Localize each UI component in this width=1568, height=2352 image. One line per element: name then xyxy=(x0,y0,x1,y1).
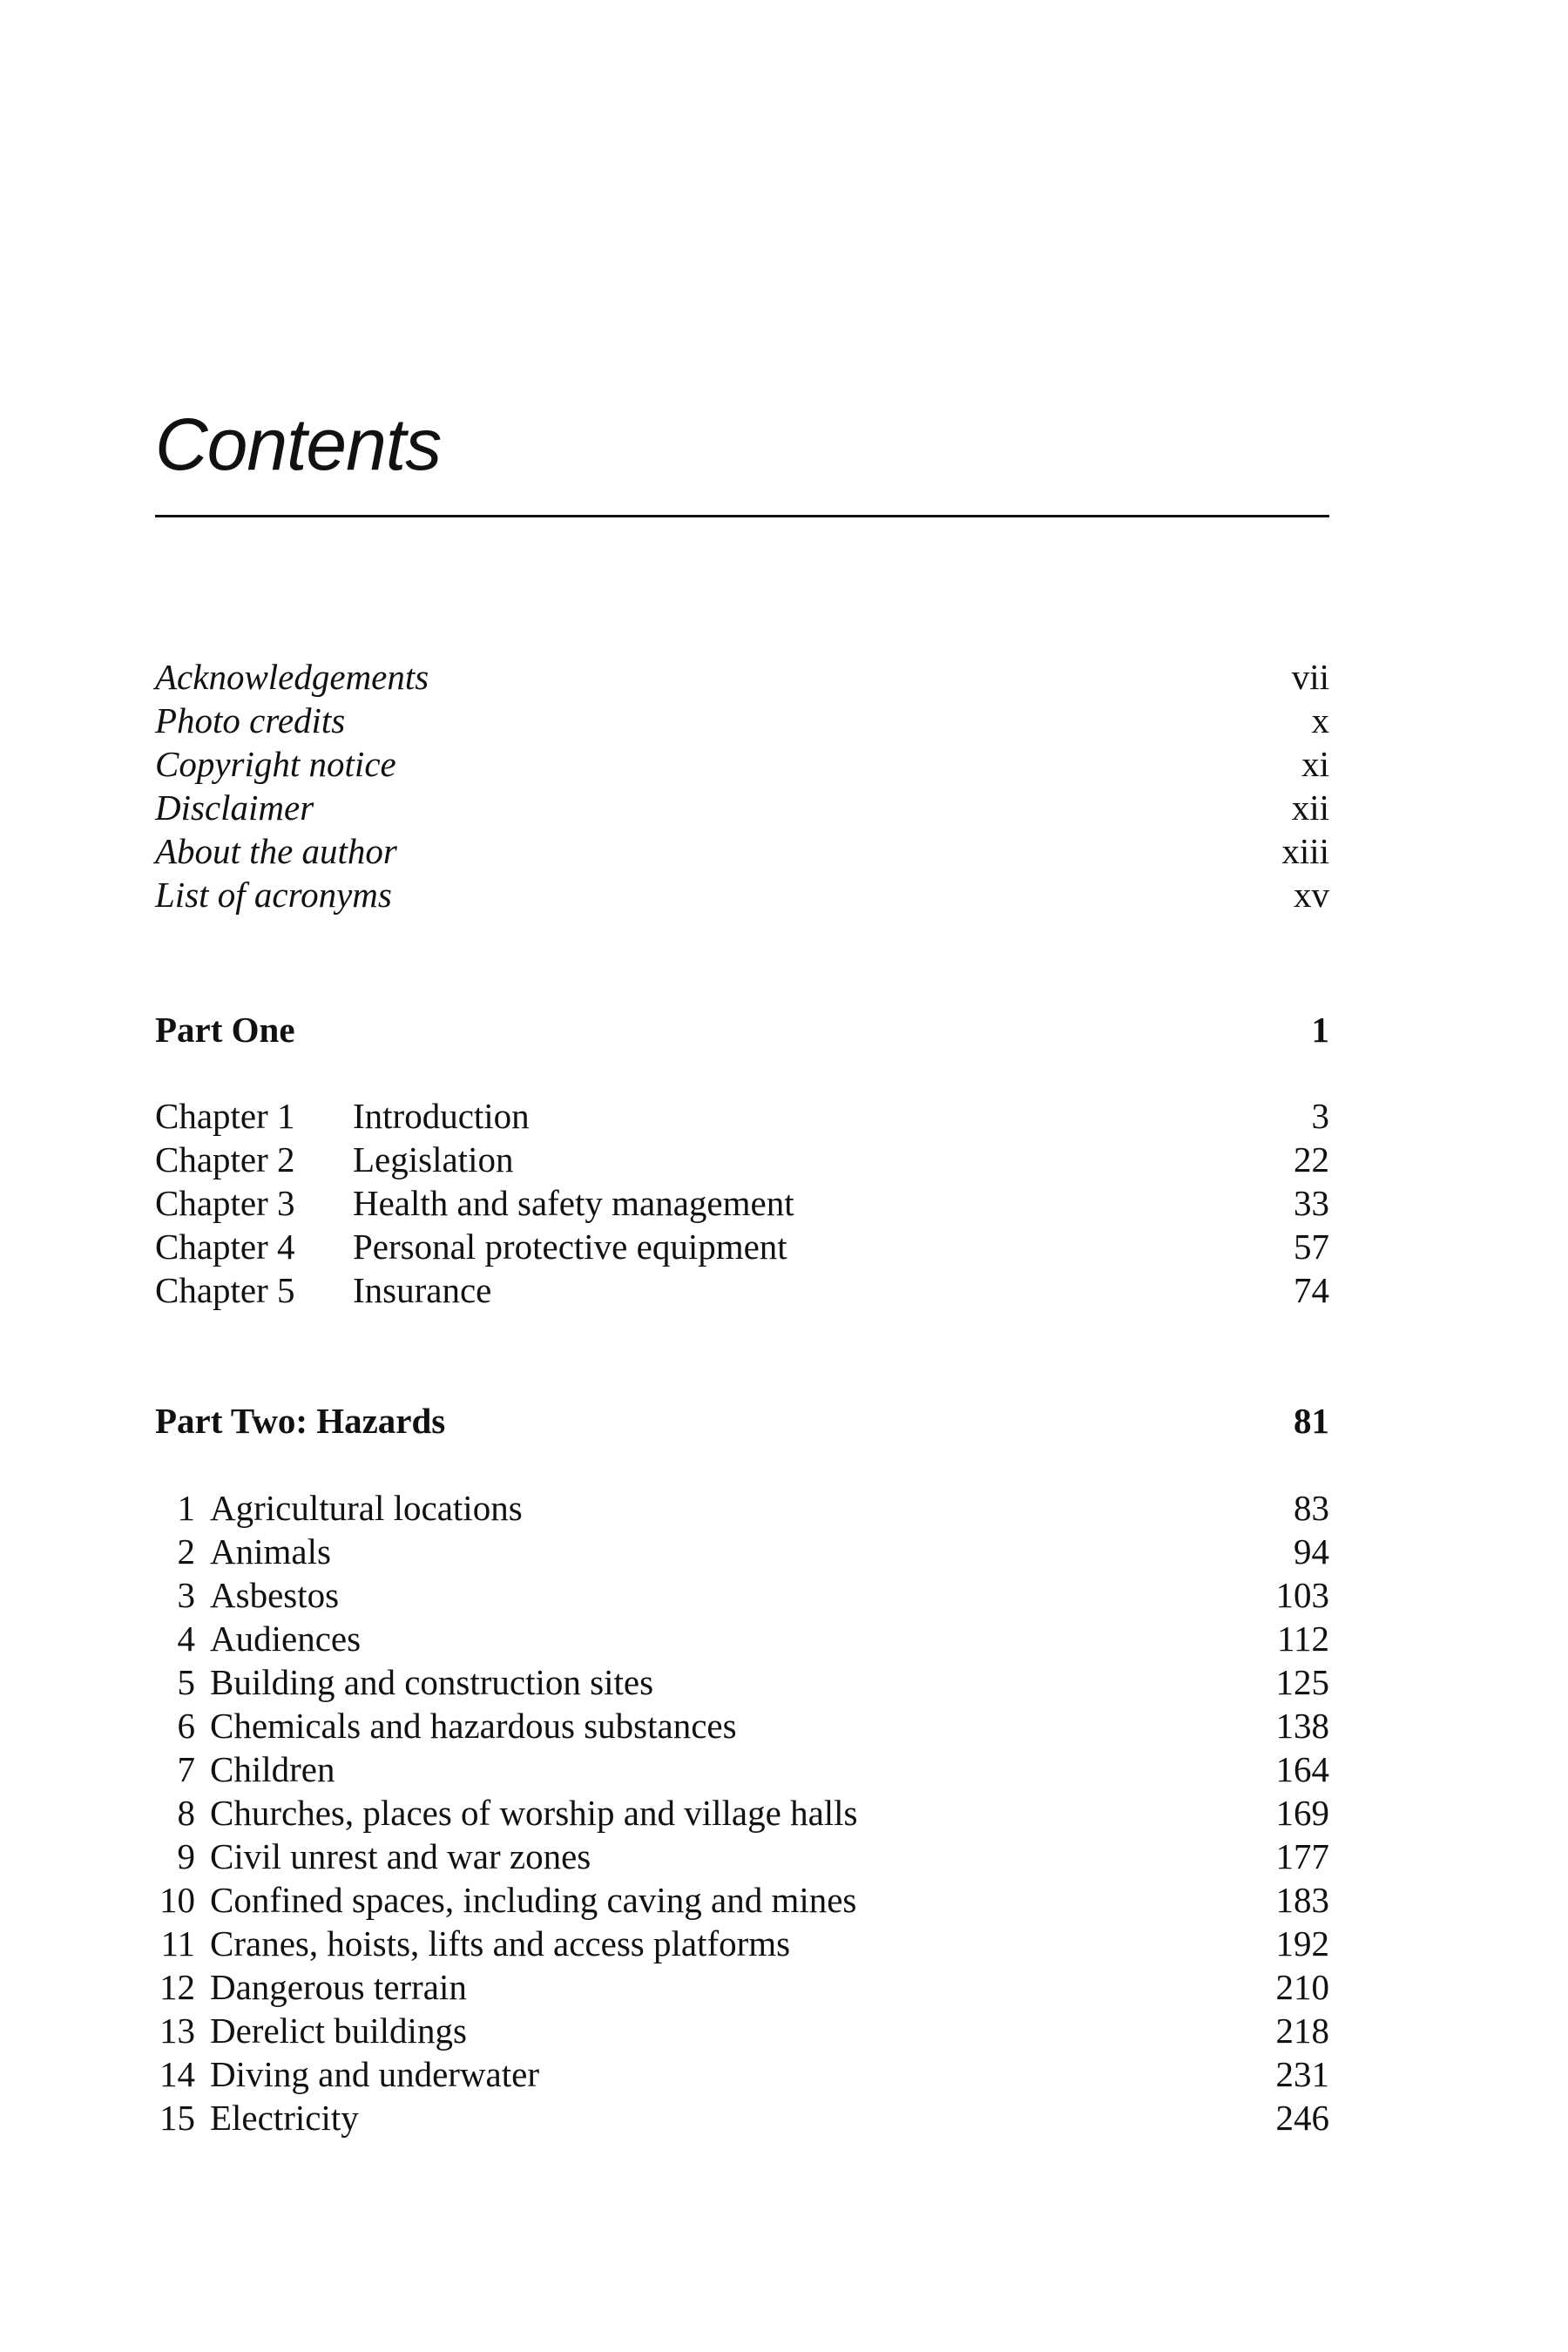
hazard-number: 3 xyxy=(177,1575,195,1615)
toc-entry-about-the-author xyxy=(155,829,1329,873)
hazard-page: 218 xyxy=(1275,2011,1329,2051)
chapter-page: 3 xyxy=(1311,1096,1329,1136)
hazard-number: 6 xyxy=(177,1706,195,1746)
hazard-entry xyxy=(155,1835,1329,1878)
hazard-title: Confined spaces, including caving and mines xyxy=(210,1880,857,1920)
hazard-number: 15 xyxy=(159,2098,195,2138)
entry-title: Photo credits xyxy=(155,700,346,740)
hazard-entry xyxy=(155,1486,1329,1530)
hazard-page: 231 xyxy=(1275,2054,1329,2094)
hazard-page: 210 xyxy=(1275,1967,1329,2007)
hazard-title: Electricity xyxy=(210,2098,359,2138)
hazard-page: 103 xyxy=(1275,1575,1329,1615)
entry-page: xii xyxy=(1291,787,1329,828)
toc-entry-disclaimer xyxy=(155,786,1329,829)
hazard-number: 2 xyxy=(177,1531,195,1571)
hazard-number: 12 xyxy=(159,1967,195,2007)
hazard-entry xyxy=(155,1922,1329,1965)
hazard-entry xyxy=(155,1878,1329,1922)
toc-entry-acknowledgements xyxy=(155,655,1329,699)
hazard-entry xyxy=(155,1965,1329,2009)
hazard-number: 11 xyxy=(160,1923,195,1963)
chapter-label: Chapter 4 xyxy=(155,1227,295,1267)
chapter-page: 22 xyxy=(1294,1139,1329,1179)
hazard-page: 125 xyxy=(1275,1662,1329,1702)
hazard-entry xyxy=(155,2052,1329,2096)
chapter-label: Chapter 5 xyxy=(155,1270,295,1310)
hazard-page: 164 xyxy=(1275,1749,1329,1789)
hazard-entry xyxy=(155,1791,1329,1835)
page-title: Contents xyxy=(155,403,442,485)
hazard-page: 138 xyxy=(1275,1706,1329,1746)
chapter-entry xyxy=(155,1094,1329,1138)
hazard-entry xyxy=(155,1704,1329,1747)
toc-entry-list-of-acronyms xyxy=(155,873,1329,916)
entry-page: xv xyxy=(1294,875,1329,915)
hazard-title: Chemicals and hazardous substances xyxy=(210,1706,737,1746)
hazard-number: 14 xyxy=(159,2054,195,2094)
entry-title: Copyright notice xyxy=(155,744,396,784)
part-one-heading xyxy=(155,1008,1329,1051)
hazard-page: 112 xyxy=(1277,1619,1329,1659)
toc-entry-photo-credits xyxy=(155,699,1329,742)
hazard-entry xyxy=(155,1617,1329,1660)
chapter-entry xyxy=(155,1268,1329,1312)
hazard-title: Asbestos xyxy=(210,1575,340,1615)
hazard-entry xyxy=(155,1530,1329,1573)
entry-title: Disclaimer xyxy=(155,787,314,828)
part-page: 81 xyxy=(1294,1401,1329,1441)
hazard-title: Derelict buildings xyxy=(210,2011,467,2051)
hazard-number: 13 xyxy=(159,2011,195,2051)
entry-page: x xyxy=(1311,700,1329,740)
chapter-entry xyxy=(155,1138,1329,1181)
hazard-number: 5 xyxy=(177,1662,195,1702)
hazard-title: Cranes, hoists, lifts and access platforms xyxy=(210,1923,791,1963)
entry-title: About the author xyxy=(155,831,397,871)
chapter-entry xyxy=(155,1181,1329,1225)
hazard-title: Dangerous terrain xyxy=(210,1967,467,2007)
hazard-page: 83 xyxy=(1294,1488,1329,1528)
hazard-number: 7 xyxy=(177,1749,195,1789)
entry-page: vii xyxy=(1291,657,1329,697)
chapter-label: Chapter 2 xyxy=(155,1139,295,1179)
hazard-page: 246 xyxy=(1275,2098,1329,2138)
hazard-page: 94 xyxy=(1294,1531,1329,1571)
chapter-title: Legislation xyxy=(353,1139,514,1179)
hazard-title: Agricultural locations xyxy=(210,1488,523,1528)
hazard-title: Animals xyxy=(210,1531,331,1571)
hazard-title: Civil unrest and war zones xyxy=(210,1836,591,1876)
hazard-entry xyxy=(155,1660,1329,1704)
entry-title: Acknowledgements xyxy=(155,657,429,697)
hazard-number: 8 xyxy=(177,1793,195,1833)
hazard-page: 177 xyxy=(1275,1836,1329,1876)
hazard-page: 169 xyxy=(1275,1793,1329,1833)
chapter-title: Health and safety management xyxy=(353,1183,794,1223)
hazard-number: 4 xyxy=(177,1619,195,1659)
hazard-title: Children xyxy=(210,1749,335,1789)
hazard-page: 183 xyxy=(1275,1880,1329,1920)
chapter-label: Chapter 3 xyxy=(155,1183,295,1223)
chapter-page: 74 xyxy=(1294,1270,1329,1310)
part-title: Part One xyxy=(155,1010,295,1050)
entry-page: xi xyxy=(1301,744,1329,784)
part-title: Part Two: Hazards xyxy=(155,1401,446,1441)
hazard-title: Building and construction sites xyxy=(210,1662,654,1702)
chapter-page: 33 xyxy=(1294,1183,1329,1223)
hazard-entry xyxy=(155,1573,1329,1617)
hazard-number: 1 xyxy=(177,1488,195,1528)
title-divider xyxy=(155,515,1329,517)
hazard-entry xyxy=(155,2096,1329,2139)
hazard-title: Audiences xyxy=(210,1619,362,1659)
hazard-title: Churches, places of worship and village halls xyxy=(210,1793,858,1833)
part-page: 1 xyxy=(1311,1010,1329,1050)
chapter-label: Chapter 1 xyxy=(155,1096,295,1136)
chapter-page: 57 xyxy=(1294,1227,1329,1267)
hazard-number: 10 xyxy=(159,1880,195,1920)
hazard-number: 9 xyxy=(177,1836,195,1876)
hazard-entry xyxy=(155,1747,1329,1791)
hazard-entry xyxy=(155,2009,1329,2052)
chapter-title: Insurance xyxy=(353,1270,492,1310)
chapter-title: Personal protective equipment xyxy=(353,1227,787,1267)
chapter-entry xyxy=(155,1225,1329,1268)
entry-page: xiii xyxy=(1281,831,1329,871)
hazard-title: Diving and underwater xyxy=(210,2054,539,2094)
hazard-page: 192 xyxy=(1275,1923,1329,1963)
chapter-title: Introduction xyxy=(353,1096,530,1136)
entry-title: List of acronyms xyxy=(155,875,392,915)
toc-entry-copyright-notice xyxy=(155,742,1329,786)
part-two-heading xyxy=(155,1399,1329,1443)
